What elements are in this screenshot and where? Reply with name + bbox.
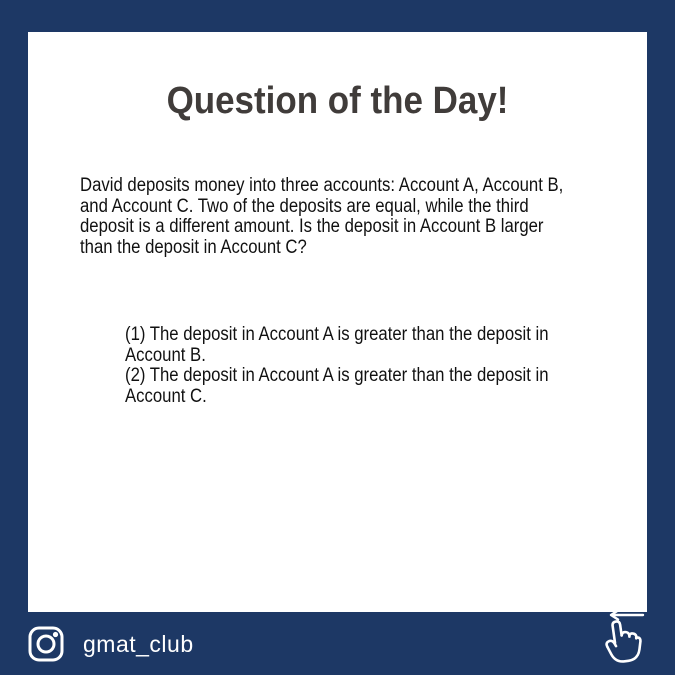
statement-line: (2) The deposit in Account A is greater than the deposit in — [125, 365, 549, 386]
instagram-icon — [28, 626, 64, 662]
question-line: deposit is a different amount. Is the deposit in Account B larger — [80, 216, 544, 237]
instagram-handle: gmat_club — [83, 631, 194, 657]
statement-line: Account B. — [125, 344, 206, 366]
question-line: than the deposit in Account C? — [80, 236, 307, 258]
page-title: Question of the Day! — [166, 80, 509, 122]
statements-text — [125, 325, 549, 407]
question-line: David deposits money into three accounts: Account A, Account B, — [80, 175, 564, 196]
question-line: and Account C. Two of the deposits are equal, while the third — [80, 195, 529, 217]
swipe-hand-icon — [593, 613, 652, 672]
question-card — [28, 32, 647, 612]
statement-line: (1) The deposit in Account A is greater than the deposit in — [125, 324, 549, 345]
question-text — [80, 176, 563, 258]
statement-line: Account C. — [125, 385, 207, 407]
